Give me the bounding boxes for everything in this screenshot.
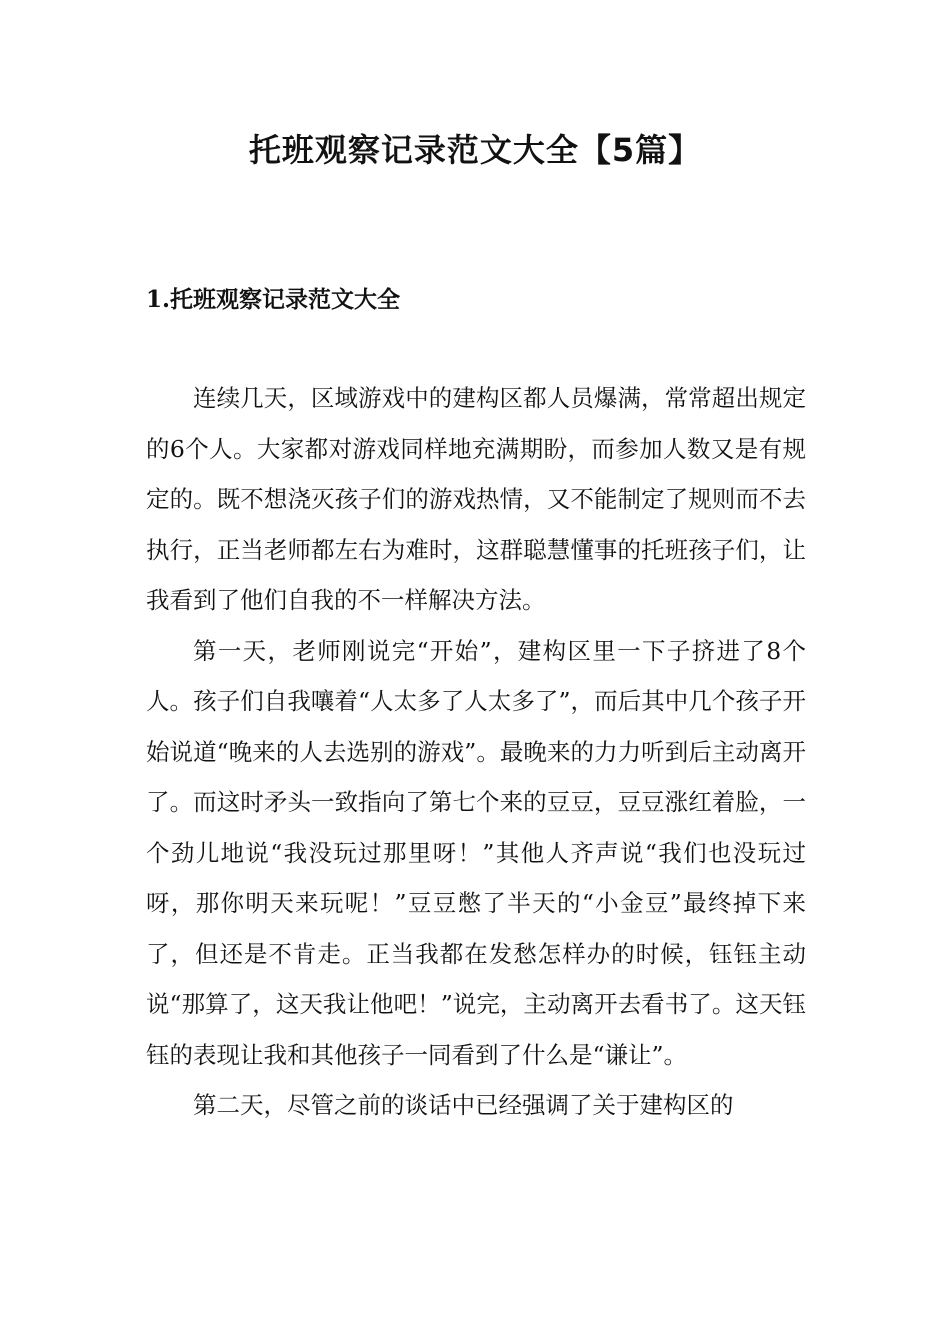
paragraph: 第一天，老师刚说完“开始”，建构区里一下子挤进了8个人。孩子们自我嚷着“人太多了人太多了”，而后其中几个孩子开始说道“晚来的人去选别的游戏”。最晚来的力力听到后主动离开了。而这时矛头一致指向了第七个来的豆豆，豆豆涨红着脸，一个劲儿地说“我没玩过那里呀！”其他人齐声说“我们也没玩过呀，那你明天来玩呢！”豆豆憋了半天的“小金豆”最终掉下来了，但还是不肯走。正当我都在发愁怎样办的时候，钰钰主动说“那算了，这天我让他吧！”说完，主动离开去看书了。这天钰钰的表现让我和其他孩子一同看到了什么是“谦让”。 [146,636,806,1069]
paragraph: 第二天，尽管之前的谈话中已经强调了关于建构区的 [193,1091,734,1119]
paragraph: 连续几天，区域游戏中的建构区都人员爆满，常常超出规定的6个人。大家都对游戏同样地充满期盼，而参加人数又是有规定的。既不想浇灭孩子们的游戏热情，又不能制定了规则而不去执行，正当老师都左右为难时，这群聪慧懂事的托班孩子们，让我看到了他们自我的不一样解决方法。 [146,384,806,614]
body-text [146,373,806,1131]
document-title: 托班观察记录范文大全【5篇】 [248,131,702,169]
section-heading: 1.托班观察记录范文大全 [146,286,401,313]
